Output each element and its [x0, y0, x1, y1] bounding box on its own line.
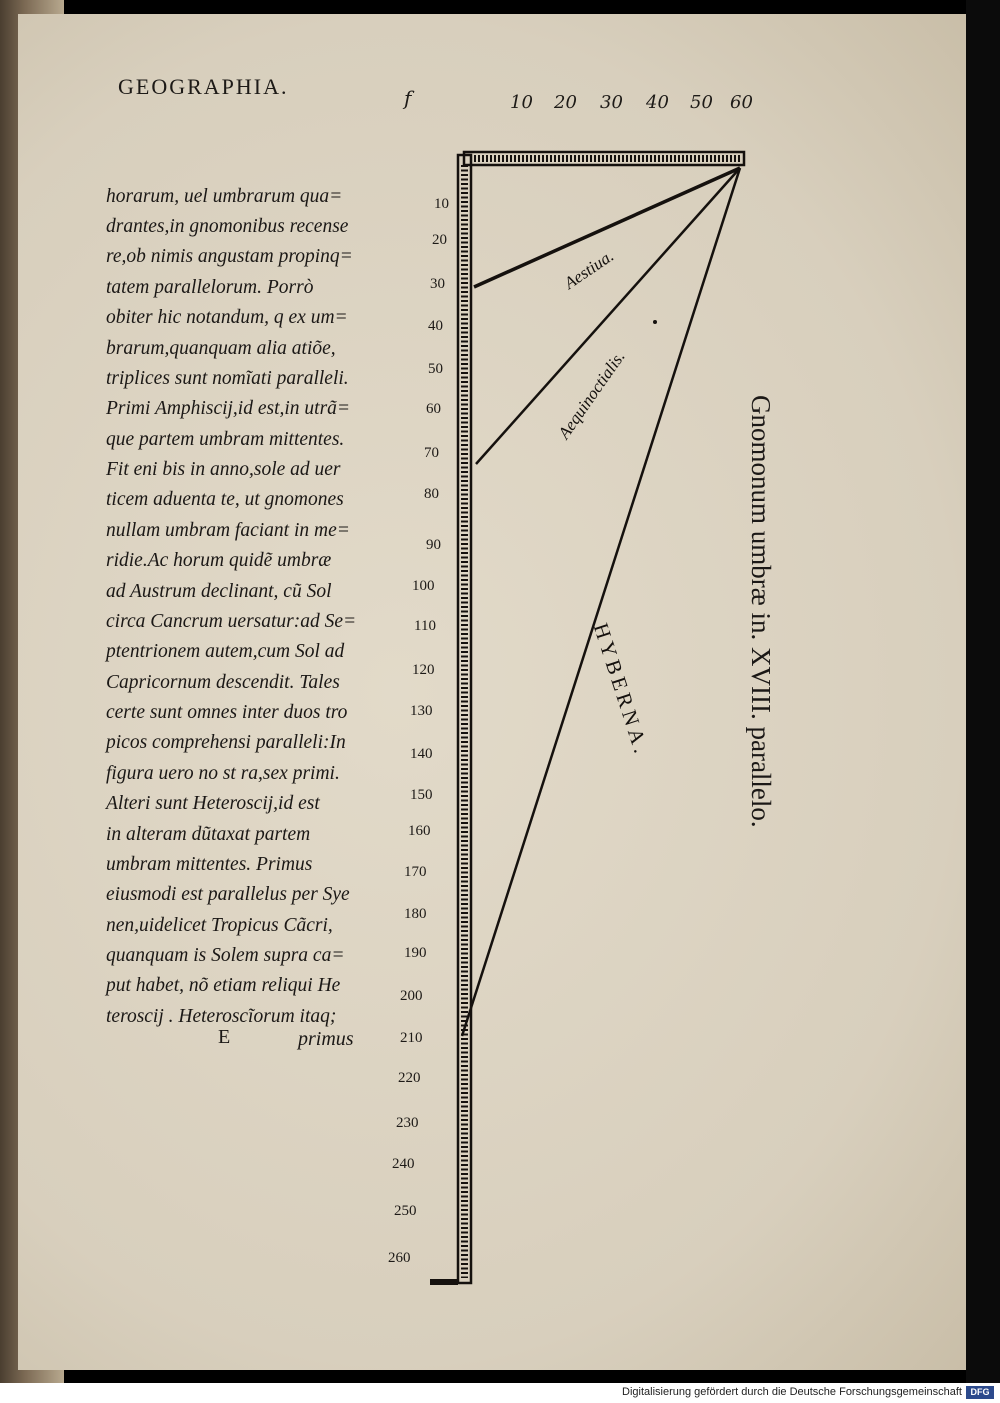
top-scale-label: 10: [510, 92, 533, 113]
scale-label: 190: [404, 945, 427, 961]
text-line: put habet, nõ etiam reliqui He: [106, 975, 341, 996]
top-scale-label: 20: [554, 92, 577, 113]
ruler-base: [430, 1279, 458, 1285]
text-line: brarum,quanquam alia atiõe,: [106, 338, 336, 359]
scale-label: 60: [426, 401, 441, 417]
top-scale-label: 30: [600, 92, 623, 113]
text-line: figura uero no st ra,sex primi.: [106, 763, 340, 784]
scale-label: 210: [400, 1030, 423, 1046]
text-line: teroscij . Heteroscĩorum itaq;: [106, 1006, 337, 1027]
aequinoctialis-ray: [476, 168, 740, 464]
scale-label: 30: [430, 276, 445, 292]
text-line: eiusmodi est parallelus per Sye: [106, 884, 350, 905]
scale-label: 240: [392, 1156, 415, 1172]
text-line: in alteram dũtaxat partem: [106, 824, 311, 845]
top-scale-label: 60: [730, 92, 753, 113]
catchword: primus: [298, 1028, 354, 1050]
scale-label: 260: [388, 1250, 411, 1266]
diagram-title: Gnomonum umbræ in. XVIII. parallelo.: [746, 395, 776, 828]
text-line: certe sunt omnes inter duos tro: [106, 702, 348, 723]
aestiua-ray: [474, 168, 740, 287]
text-line: ridie.Ac horum quidẽ umbræ: [106, 550, 332, 571]
hyberna-label: HYBERNA.: [588, 620, 655, 760]
digitization-footer: [0, 1383, 1000, 1403]
text-line: ad Austrum declinant, cũ Sol: [106, 581, 332, 602]
scale-label: 50: [428, 361, 443, 377]
scale-label: 180: [404, 906, 427, 922]
text-line: picos comprehensi paralleli:In: [106, 732, 346, 753]
scale-label: 220: [398, 1070, 421, 1086]
scale-label: 110: [414, 618, 436, 634]
folio-mark: f: [404, 86, 412, 110]
scale-label: 250: [394, 1203, 417, 1219]
scale-label: 100: [412, 578, 435, 594]
text-line: tatem parallelorum. Porrò: [106, 277, 314, 298]
scale-label: 20: [432, 232, 447, 248]
text-line: triplices sunt nomĩati paralleli.: [106, 368, 349, 389]
text-line: ticem aduenta te, ut gnomones: [106, 489, 344, 510]
scale-label: 230: [396, 1115, 419, 1131]
signature-mark: E: [218, 1026, 231, 1048]
aequinoctialis-label: Aequinoctialis.: [554, 347, 629, 443]
scale-label: 200: [400, 988, 423, 1004]
scale-label: 90: [426, 537, 441, 553]
text-line: Fit eni bis in anno,sole ad uer: [106, 459, 341, 480]
scale-label: 10: [434, 196, 449, 212]
dfg-logo: DFG: [966, 1386, 994, 1399]
aestiua-label: Aestiua.: [560, 246, 618, 293]
ink-dot: [653, 320, 657, 324]
scale-label: 70: [424, 445, 439, 461]
text-line: que partem umbram mittentes.: [106, 429, 345, 450]
scale-label: 160: [408, 823, 431, 839]
text-line: Alteri sunt Heteroscij,id est: [106, 793, 320, 814]
text-line: Primi Amphiscij,id est,in utrã=: [106, 398, 351, 419]
scale-label: 170: [404, 864, 427, 880]
scale-label: 130: [410, 703, 433, 719]
text-line: Capricornum descendit. Tales: [106, 672, 340, 693]
text-line: nen,uidelicet Tropicus Cãcri,: [106, 915, 333, 936]
text-line: horarum, uel umbrarum qua=: [106, 186, 343, 207]
scale-label: 80: [424, 486, 439, 502]
hyberna-ray: [462, 168, 740, 1036]
running-head: GEOGRAPHIA.: [118, 74, 289, 99]
text-line: drantes,in gnomonibus recense: [106, 216, 349, 237]
top-scale-label: 50: [690, 92, 713, 113]
scale-label: 150: [410, 787, 433, 803]
text-line: re,ob nimis angustam propinq=: [106, 246, 353, 267]
footer-credit: Digitalisierung gefördert durch die Deutsche Forschungsgemeinschaft: [622, 1386, 962, 1398]
scale-label: 140: [410, 746, 433, 762]
text-line: umbram mittentes. Primus: [106, 854, 313, 875]
scale-label: 120: [412, 662, 435, 678]
scale-label: 40: [428, 318, 443, 334]
text-line: quanquam is Solem supra ca=: [106, 945, 345, 966]
text-line: nullam umbram faciant in me=: [106, 520, 350, 541]
text-line: ptentrionem autem,cum Sol ad: [106, 641, 345, 662]
text-line: obiter hic notandum, q ex um=: [106, 307, 348, 328]
text-line: circa Cancrum uersatur:ad Se=: [106, 611, 357, 632]
top-scale-label: 40: [646, 92, 669, 113]
